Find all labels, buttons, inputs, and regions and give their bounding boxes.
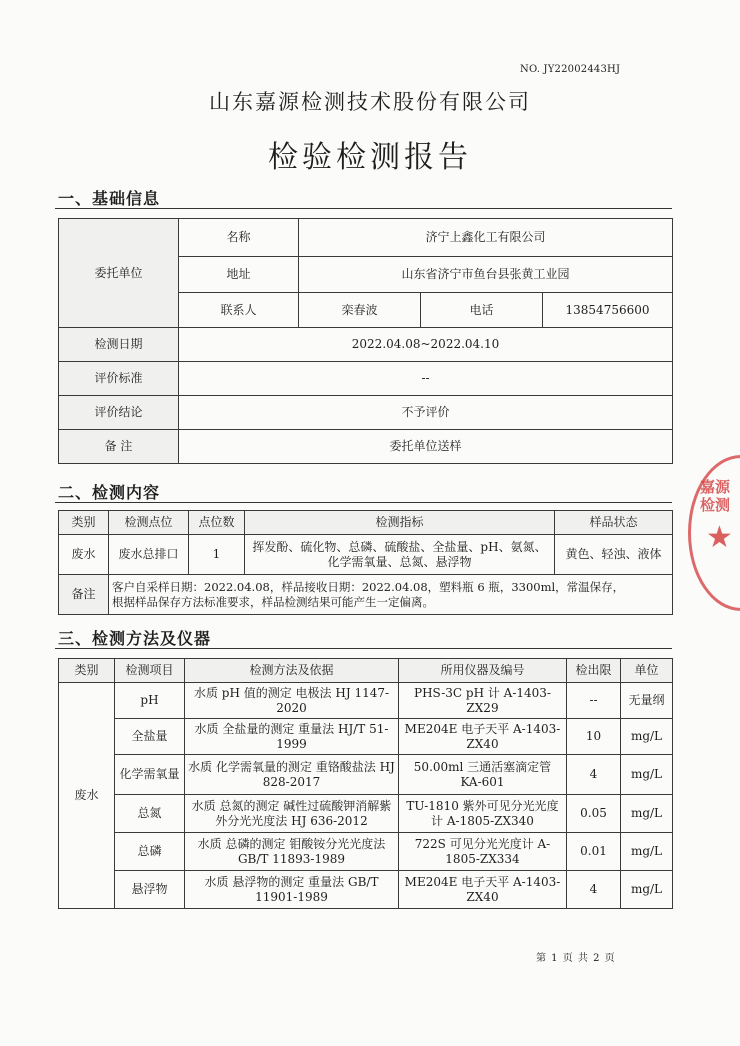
seal-text: 嘉源检测 [700, 478, 731, 514]
remarks-value: 委托单位送样 [179, 430, 673, 464]
limit-cell: -- [567, 683, 621, 719]
table-row [59, 719, 673, 755]
eval-conclusion-value: 不予评价 [179, 396, 673, 430]
method-cell: 水质 全盐量的测定 重量法 HJ/T 51-1999 [185, 719, 399, 755]
item-cell: pH [115, 683, 185, 719]
unit-cell: mg/L [621, 833, 673, 871]
page-footer: 第 1 页 共 2 页 [536, 953, 616, 964]
name-value: 济宁上鑫化工有限公司 [299, 219, 673, 257]
contact-value: 栾春波 [299, 293, 421, 328]
document-number: NO. JY22002443HJ [520, 64, 621, 75]
section-divider [55, 502, 672, 503]
header-test-item: 检测项目 [115, 659, 185, 683]
method-cell: 水质 pH 值的测定 电极法 HJ 1147-2020 [185, 683, 399, 719]
point-count-cell: 1 [189, 535, 245, 575]
item-cell: 全盐量 [115, 719, 185, 755]
section-heading-basic-info: 一、基础信息 [58, 189, 161, 208]
header-category: 类别 [59, 511, 109, 535]
report-title: 检验检测报告 [268, 140, 472, 175]
unit-cell: 无量纲 [621, 683, 673, 719]
item-cell: 化学需氧量 [115, 755, 185, 795]
method-cell: 水质 悬浮物的测定 重量法 GB/T 11901-1989 [185, 871, 399, 909]
header-category: 类别 [59, 659, 115, 683]
test-content-table [58, 510, 673, 615]
section-heading-methods: 三、检测方法及仪器 [58, 629, 212, 648]
header-test-point: 检测点位 [109, 511, 189, 535]
limit-cell: 4 [567, 755, 621, 795]
methods-table [58, 658, 673, 909]
unit-cell: mg/L [621, 871, 673, 909]
header-instrument: 所用仪器及编号 [399, 659, 567, 683]
item-cell: 总氮 [115, 795, 185, 833]
sample-state-cell: 黄色、轻浊、液体 [555, 535, 673, 575]
test-date-label: 检测日期 [59, 328, 179, 362]
method-cell: 水质 总磷的测定 钼酸铵分光光度法 GB/T 11893-1989 [185, 833, 399, 871]
limit-cell: 0.05 [567, 795, 621, 833]
instrument-cell: TU-1810 紫外可见分光光度计 A-1805-ZX340 [399, 795, 567, 833]
category-cell: 废水 [59, 535, 109, 575]
name-label: 名称 [179, 219, 299, 257]
limit-cell: 0.01 [567, 833, 621, 871]
header-sample-state: 样品状态 [555, 511, 673, 535]
contact-label: 联系人 [179, 293, 299, 328]
instrument-cell: ME204E 电子天平 A-1403-ZX40 [399, 719, 567, 755]
table-row [59, 795, 673, 833]
test-items-cell: 挥发酚、硫化物、总磷、硫酸盐、全盐量、pH、氨氮、化学需氧量、总氮、悬浮物 [245, 535, 555, 575]
eval-conclusion-label: 评价结论 [59, 396, 179, 430]
phone-label: 电话 [421, 293, 543, 328]
category-cell: 废水 [59, 683, 115, 909]
address-value: 山东省济宁市鱼台县张黄工业园 [299, 257, 673, 293]
notes-line-2: 根据样品保存方法标准要求，样品检测结果可能产生一定偏离。 [112, 594, 434, 609]
item-cell: 悬浮物 [115, 871, 185, 909]
instrument-cell: PHS-3C pH 计 A-1403-ZX29 [399, 683, 567, 719]
section-divider [55, 208, 672, 209]
instrument-cell: 722S 可见分光光度计 A-1805-ZX334 [399, 833, 567, 871]
basic-info-table [58, 218, 673, 464]
notes-value [109, 575, 673, 615]
header-unit: 单位 [621, 659, 673, 683]
company-name: 山东嘉源检测技术股份有限公司 [209, 90, 531, 114]
header-detection-limit: 检出限 [567, 659, 621, 683]
phone-value: 13854756600 [543, 293, 673, 328]
instrument-cell: 50.00ml 三通活塞滴定管 KA-601 [399, 755, 567, 795]
header-point-count: 点位数 [189, 511, 245, 535]
table-row [59, 871, 673, 909]
remarks-label: 备 注 [59, 430, 179, 464]
eval-standard-value: -- [179, 362, 673, 396]
notes-line-1: 客户自采样日期：2022.04.08，样品接收日期：2022.04.08，塑料瓶 6 瓶，3300ml，常温保存， [112, 579, 625, 594]
table-row [59, 833, 673, 871]
section-heading-test-content: 二、检测内容 [58, 483, 161, 502]
address-label: 地址 [179, 257, 299, 293]
unit-cell: mg/L [621, 755, 673, 795]
instrument-cell: ME204E 电子天平 A-1403-ZX40 [399, 871, 567, 909]
limit-cell: 4 [567, 871, 621, 909]
table-row [59, 683, 673, 719]
unit-cell: mg/L [621, 795, 673, 833]
item-cell: 总磷 [115, 833, 185, 871]
limit-cell: 10 [567, 719, 621, 755]
seal-star-icon: ★ [706, 520, 733, 555]
table-row [59, 755, 673, 795]
method-cell: 水质 化学需氧量的测定 重铬酸盐法 HJ 828-2017 [185, 755, 399, 795]
notes-label: 备注 [59, 575, 109, 615]
test-point-cell: 废水总排口 [109, 535, 189, 575]
header-method: 检测方法及依据 [185, 659, 399, 683]
section-divider [55, 648, 672, 649]
method-cell: 水质 总氮的测定 碱性过硫酸钾消解紫外分光光度法 HJ 636-2012 [185, 795, 399, 833]
unit-cell: mg/L [621, 719, 673, 755]
client-label: 委托单位 [59, 219, 179, 328]
header-test-items: 检测指标 [245, 511, 555, 535]
eval-standard-label: 评价标准 [59, 362, 179, 396]
test-date-value: 2022.04.08~2022.04.10 [179, 328, 673, 362]
